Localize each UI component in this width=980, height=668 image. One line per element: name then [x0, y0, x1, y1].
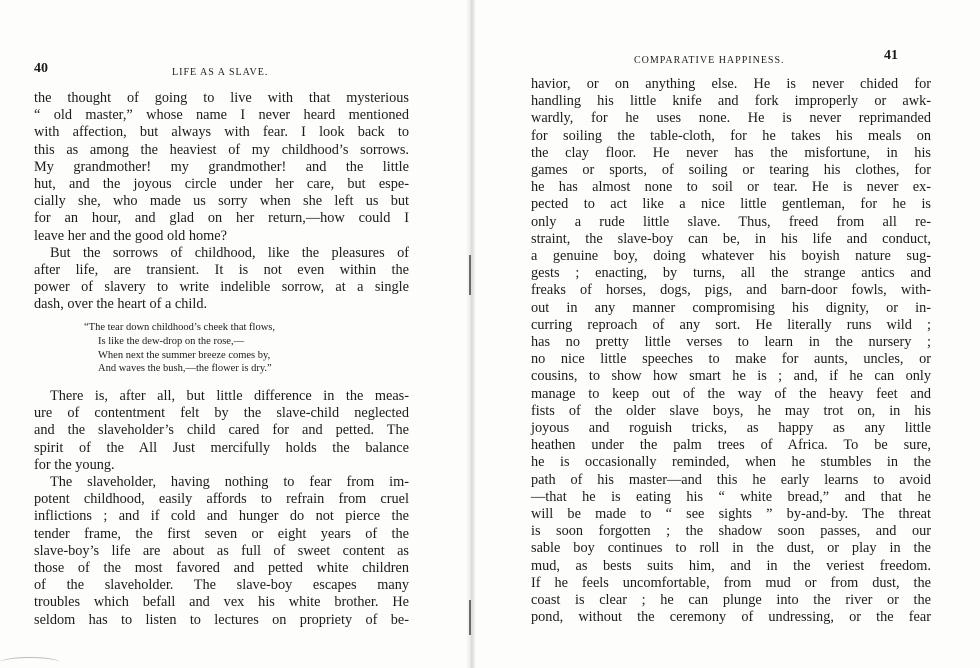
text-line: no nice little speeches to make for aunts, uncles, or [531, 351, 931, 368]
text-line: slave-boy’s life are about as full of sweet content as [34, 542, 409, 559]
text-line: power of slavery to write indelible sorrow, at a single [34, 279, 409, 296]
text-line: with affection, but always with fear. I look back to [34, 124, 409, 141]
text-line: a genuine boy, doing whatever his boyish nature sug- [531, 248, 931, 265]
left-running-head: LIFE AS A SLAVE. [172, 67, 269, 78]
text-line: leave her and the good old home? [34, 227, 227, 244]
text-line: path of his master—and this he early learns to avoid [531, 471, 931, 488]
text-line: cousins, to show how smart he is ; and, if he can only [531, 368, 931, 385]
text-line: this as among the heaviest of my childhood’s sorrows. [34, 141, 409, 158]
text-line: curring reproach of any sort. He literally runs wild ; [531, 316, 931, 333]
text-line: pond, without the ceremony of undressing, or the fear [531, 609, 931, 626]
text-line: cially she, who made us sorry when she left us but [34, 193, 409, 210]
text-line: and the slaveholder’s child cared for and petted. The [34, 422, 409, 439]
text-line: out in any manner compromising his dignity, or in- [531, 299, 931, 316]
poem-line: When next the summer breeze comes by, [98, 349, 271, 361]
text-line: “ old master,” whose name I never heard mentioned [34, 107, 409, 124]
text-line: handling his little knife and fork improperly or awk- [531, 93, 931, 110]
text-line: manage to keep out of the way of the heavy feet and [531, 385, 931, 402]
text-line: has no pretty little verses to learn in the nursery ; [531, 334, 931, 351]
text-line: —that he is eating his “ white bread,” and that he [531, 488, 931, 505]
text-line: joyous and roguish tricks, as happy as any little [531, 420, 931, 437]
text-line: of the slaveholder. The slave-boy escapes many [34, 577, 409, 594]
text-line: after life, are transient. It is not even within the [34, 262, 409, 279]
text-line: he has almost none to soil or tear. He is never ex- [531, 179, 931, 196]
text-line: wardly, for he uses none. He is never reprimanded [531, 110, 931, 127]
text-line: troubles which befall and vex his white brother. He [34, 594, 409, 611]
text-line: the thought of going to live with that mysterious [34, 90, 409, 106]
text-line: straint, the slave-boy can be, in his life and conduct, [531, 230, 931, 247]
text-line: for soiling the table-cloth, for he takes his meals on [531, 127, 931, 144]
right-page [470, 0, 980, 668]
right-page-number: 41 [884, 48, 898, 63]
text-line: dash, over the heart of a child. [34, 296, 208, 313]
poem-line: Is like the dew-drop on the rose,— [98, 335, 245, 347]
right-running-head: COMPARATIVE HAPPINESS. [634, 55, 785, 66]
text-line: fists of the older slave boys, he may trot on, in his [531, 402, 931, 419]
text-line: mud, as bests suits him, and in the veriest freedom. [531, 557, 931, 574]
text-line: sable boy continues to roll in the dust, or play in the [531, 540, 931, 557]
poem-line: And waves the bush,—the flower is dry.” [98, 363, 272, 375]
text-line: My grandmother! my grandmother! and the little [34, 158, 409, 175]
left-page-number: 40 [34, 61, 48, 76]
text-line: will be made to “ see sights ” by-and-by. The threat [531, 506, 931, 523]
text-line: hut, and the joyous circle under her care, but espe- [34, 176, 409, 193]
text-line: is soon forgotten ; the shadow soon passes, and our [531, 523, 931, 540]
text-line: only a rude little slave. Thus, freed from all re- [531, 213, 931, 230]
text-line: the clay floor. He never has the misfortune, in his [531, 144, 931, 161]
text-line: potent childhood, easily affords to refrain from cruel [34, 491, 409, 508]
text-line: for an hour, and glad on her return,—how could I [34, 210, 409, 227]
text-line: pected to act like a nice little gentleman, for he is [531, 196, 931, 213]
text-line: ure of contentment felt by the slave-child neglected [34, 405, 409, 422]
poem-quote [84, 321, 275, 376]
text-line: coast is clear ; he can plunge into the river or the [531, 592, 931, 609]
poem-line: “The tear down childhood’s cheek that flows, [84, 322, 275, 333]
text-line: seldom has to listen to lectures on propriety of be- [34, 611, 409, 628]
left-body-lower [34, 388, 409, 629]
text-line: If he feels uncomfortable, from mud or from dust, the [531, 574, 931, 591]
text-line: spirit of the All Just mercifully holds the balance [34, 439, 409, 456]
text-line: There is, after all, but little difference in the meas- [50, 388, 409, 404]
right-body [531, 76, 931, 627]
scan-smudge [0, 657, 60, 668]
text-line: freaks of horses, dogs, pigs, and barn-door fowls, with- [531, 282, 931, 299]
text-line: for the young. [34, 456, 115, 473]
left-page [0, 0, 470, 668]
text-line: those of the most favored and petted white children [34, 560, 409, 577]
text-line: inflictions ; and if cold and hunger do not pierce the [34, 508, 409, 525]
text-line: gests ; enacting, by turns, all the strange antics and [531, 265, 931, 282]
left-body-upper [34, 90, 409, 314]
text-line: But the sorrows of childhood, like the pleasures of [50, 244, 409, 261]
text-line: The slaveholder, having nothing to fear from im- [50, 474, 409, 491]
text-line: heathen under the palm trees of Africa. To be sure, [531, 437, 931, 454]
text-line: he is occasionally reminded, when he stumbles in the [531, 454, 931, 471]
text-line: tender frame, the first seven or eight years of the [34, 525, 409, 542]
text-line: havior, or on anything else. He is never chided for [531, 76, 931, 92]
text-line: games or sports, of soiling or tearing his clothes, for [531, 162, 931, 179]
